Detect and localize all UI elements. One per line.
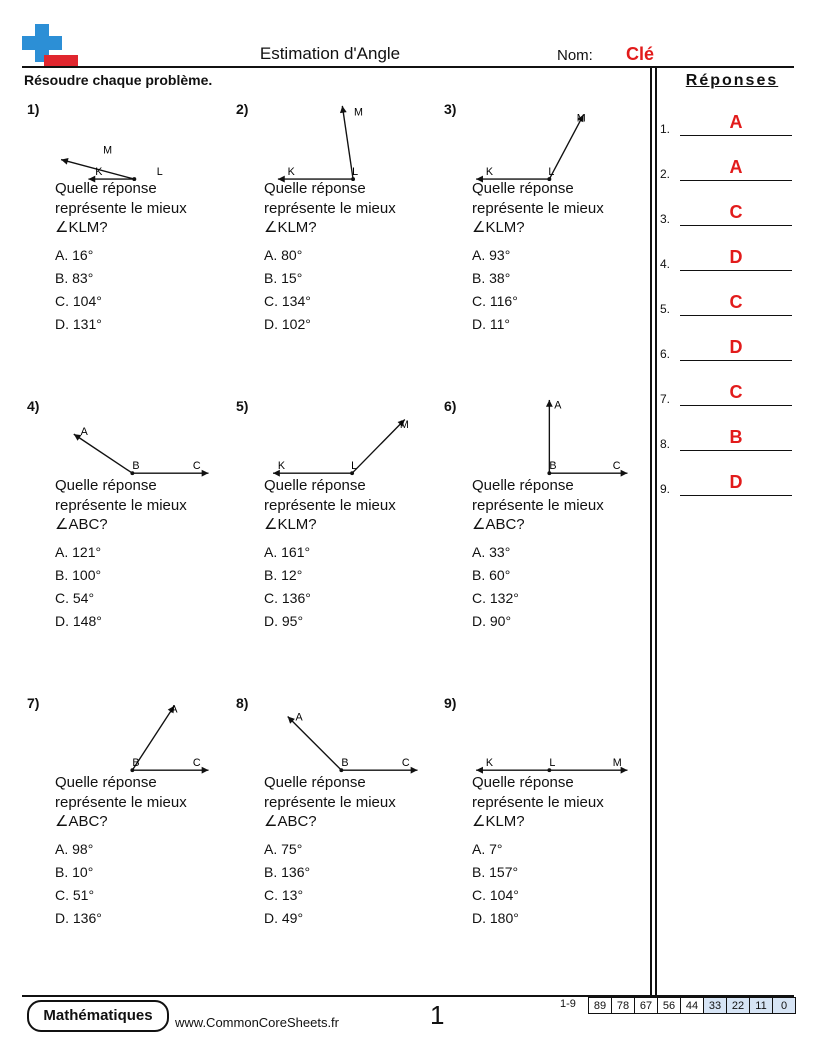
answer-number: 8.	[660, 437, 671, 451]
problem-number: 7)	[27, 695, 40, 711]
point-label: C	[192, 757, 201, 770]
score-cell: 33	[704, 998, 727, 1014]
answer-number: 2.	[660, 167, 671, 181]
choice: C. 54°	[55, 590, 95, 606]
angle-figure	[261, 101, 451, 183]
answer-number: 5.	[660, 302, 671, 316]
answer-number: 4.	[660, 257, 671, 271]
choice: A. 93°	[472, 247, 511, 263]
page-title: Estimation d'Angle	[259, 44, 401, 63]
score-cell: 89	[589, 998, 612, 1014]
point-label: L	[549, 757, 556, 770]
answer-line	[680, 405, 792, 406]
answer-value: B	[729, 427, 743, 447]
point-label: L	[156, 166, 163, 179]
question-line: ∠KLM?	[472, 219, 525, 236]
answer-value: C	[729, 202, 743, 222]
angle-figure	[261, 398, 451, 480]
point-label: C	[612, 460, 621, 473]
answer-row	[660, 425, 792, 457]
choice: B. 12°	[264, 567, 303, 583]
point-label: L	[548, 166, 555, 179]
point-label: M	[576, 112, 586, 125]
point-label: C	[192, 460, 201, 473]
choice: A. 161°	[264, 544, 311, 560]
answer-row	[660, 200, 792, 232]
angle-figure	[52, 101, 242, 183]
score-cell: 56	[658, 998, 681, 1014]
question-line: ∠ABC?	[472, 516, 525, 533]
question-line: ∠ABC?	[55, 813, 108, 830]
question-text	[264, 773, 444, 832]
answer-row	[660, 335, 792, 367]
question-text	[264, 476, 444, 535]
question-text	[55, 773, 235, 832]
choices	[264, 838, 310, 930]
answer-value: D	[729, 337, 743, 357]
choices	[55, 838, 102, 930]
choice: C. 104°	[472, 887, 519, 903]
point-label: K	[277, 460, 286, 473]
choice: C. 116°	[472, 293, 518, 309]
score-cell: 0	[773, 998, 796, 1014]
answer-number: 3.	[660, 212, 671, 226]
question-line: représente le mieux	[472, 793, 604, 811]
answer-line	[680, 450, 792, 451]
problem-number: 9)	[444, 695, 457, 711]
choices	[55, 244, 102, 336]
choice: D. 136°	[55, 910, 102, 926]
point-label: M	[612, 757, 622, 770]
answer-value: C	[729, 292, 743, 312]
choice: B. 136°	[264, 864, 311, 880]
choices	[472, 541, 519, 633]
question-line: Quelle réponse	[472, 774, 574, 791]
choices	[264, 244, 311, 336]
choice: B. 83°	[55, 270, 94, 286]
point-label: A	[295, 711, 303, 724]
question-line: ∠KLM?	[55, 219, 108, 236]
choice: A. 80°	[264, 247, 303, 263]
instructions: Résoudre chaque problème.	[24, 72, 213, 88]
problem-number: 2)	[236, 101, 249, 117]
question-line: représente le mieux	[55, 793, 187, 811]
problem-number: 5)	[236, 398, 249, 414]
answer-number: 6.	[660, 347, 671, 361]
problem-2	[236, 101, 436, 381]
choices	[472, 838, 519, 930]
point-label: K	[485, 166, 494, 179]
question-line: représente le mieux	[472, 496, 604, 514]
point-label: M	[103, 144, 113, 157]
question-line: Quelle réponse	[55, 180, 157, 197]
question-text	[55, 476, 235, 535]
answer-value: D	[729, 472, 743, 492]
point-label: K	[485, 757, 494, 770]
score-cell: 44	[681, 998, 704, 1014]
score-cell: 78	[612, 998, 635, 1014]
score-cell: 22	[727, 998, 750, 1014]
choice: C. 134°	[264, 293, 311, 309]
angle-figure	[52, 398, 242, 480]
point-label: B	[341, 757, 349, 770]
answer-line	[680, 315, 792, 316]
score-cell: 11	[750, 998, 773, 1014]
choice: B. 100°	[55, 567, 102, 583]
choices	[472, 244, 518, 336]
problem-9	[444, 695, 644, 975]
question-line: Quelle réponse	[55, 774, 157, 791]
choice: C. 136°	[264, 590, 311, 606]
point-label: B	[132, 460, 140, 473]
point-label: C	[401, 757, 410, 770]
choice: D. 148°	[55, 613, 102, 629]
choice: D. 131°	[55, 316, 102, 332]
choice: D. 49°	[264, 910, 304, 926]
answer-line	[680, 495, 792, 496]
question-line: ∠KLM?	[264, 516, 317, 533]
question-line: Quelle réponse	[472, 180, 574, 197]
problem-number: 4)	[27, 398, 40, 414]
answer-value: D	[729, 247, 743, 267]
choices	[264, 541, 311, 633]
question-text	[472, 773, 652, 832]
choice: D. 95°	[264, 613, 304, 629]
choice: B. 38°	[472, 270, 511, 286]
choice: C. 104°	[55, 293, 102, 309]
answer-line	[680, 225, 792, 226]
answer-value: A	[729, 112, 743, 132]
answer-row	[660, 245, 792, 277]
question-line: représente le mieux	[264, 793, 396, 811]
problem-4	[27, 398, 227, 678]
choice: B. 15°	[264, 270, 303, 286]
choice: A. 16°	[55, 247, 94, 263]
point-label: K	[95, 166, 103, 179]
name-label: Nom:	[557, 47, 593, 64]
brand-badge: Mathématiques	[27, 1000, 169, 1032]
question-line: ∠KLM?	[264, 219, 317, 236]
answer-line	[680, 135, 792, 136]
angle-figure	[469, 398, 659, 480]
choice: C. 13°	[264, 887, 304, 903]
point-label: B	[549, 460, 557, 473]
point-label: L	[351, 460, 358, 473]
choice: B. 10°	[55, 864, 94, 880]
answer-number: 7.	[660, 392, 671, 406]
page-number: 1	[430, 1000, 445, 1030]
answers-title: Réponses	[685, 72, 779, 89]
choice: D. 11°	[472, 316, 511, 332]
point-label: A	[554, 399, 562, 412]
score-table	[588, 997, 796, 1014]
problem-number: 3)	[444, 101, 457, 117]
question-line: représente le mieux	[472, 199, 604, 217]
angle-figure	[261, 695, 451, 777]
choice: A. 7°	[472, 841, 503, 857]
answer-row	[660, 380, 792, 412]
question-line: ∠ABC?	[55, 516, 108, 533]
question-text	[264, 179, 444, 238]
choice: D. 180°	[472, 910, 519, 926]
question-line: représente le mieux	[55, 496, 187, 514]
choice: C. 51°	[55, 887, 95, 903]
problem-number: 1)	[27, 101, 40, 117]
answer-row	[660, 470, 792, 502]
point-label: B	[132, 757, 140, 770]
problem-1	[27, 101, 227, 381]
site-url: www.CommonCoreSheets.fr	[175, 1015, 339, 1030]
answer-value: C	[729, 382, 743, 402]
answer-value: A	[729, 157, 743, 177]
angle-figure	[469, 101, 659, 183]
problem-3	[444, 101, 644, 381]
problem-number: 6)	[444, 398, 457, 414]
answer-row	[660, 110, 792, 142]
name-value: Clé	[626, 44, 655, 64]
answer-row	[660, 155, 792, 187]
question-text	[472, 476, 652, 535]
answer-line	[680, 360, 792, 361]
score-cell: 67	[635, 998, 658, 1014]
answer-divider	[655, 66, 657, 996]
answer-number: 1.	[660, 122, 671, 136]
problem-8	[236, 695, 436, 975]
question-text	[55, 179, 235, 238]
question-line: Quelle réponse	[264, 180, 366, 197]
question-line: ∠KLM?	[472, 813, 525, 830]
question-line: Quelle réponse	[264, 774, 366, 791]
header-rule	[22, 66, 794, 68]
choice: A. 33°	[472, 544, 511, 560]
choice: A. 75°	[264, 841, 303, 857]
problem-5	[236, 398, 436, 678]
choice: B. 157°	[472, 864, 519, 880]
problem-number: 8)	[236, 695, 249, 711]
answer-line	[680, 270, 792, 271]
choice: A. 98°	[55, 841, 94, 857]
answer-number: 9.	[660, 482, 671, 496]
question-line: ∠ABC?	[264, 813, 317, 830]
answer-row	[660, 290, 792, 322]
point-label: L	[352, 166, 359, 179]
point-label: A	[80, 426, 88, 439]
question-line: représente le mieux	[55, 199, 187, 217]
answer-line	[680, 180, 792, 181]
choice: D. 90°	[472, 613, 512, 629]
choice: C. 132°	[472, 590, 519, 606]
angle-figure	[469, 695, 659, 777]
choice: D. 102°	[264, 316, 311, 332]
angle-figure	[52, 695, 242, 777]
problem-6	[444, 398, 644, 678]
question-line: Quelle réponse	[472, 477, 574, 494]
choices	[55, 541, 102, 633]
point-label: A	[170, 703, 178, 716]
point-label: M	[354, 106, 363, 119]
point-label: K	[287, 166, 295, 179]
question-line: Quelle réponse	[55, 477, 157, 494]
choice: A. 121°	[55, 544, 102, 560]
choice: B. 60°	[472, 567, 511, 583]
question-text	[472, 179, 652, 238]
point-label: M	[399, 419, 409, 432]
score-range-label: 1-9	[560, 998, 576, 1010]
question-line: représente le mieux	[264, 496, 396, 514]
question-line: Quelle réponse	[264, 477, 366, 494]
question-line: représente le mieux	[264, 199, 396, 217]
problem-7	[27, 695, 227, 975]
